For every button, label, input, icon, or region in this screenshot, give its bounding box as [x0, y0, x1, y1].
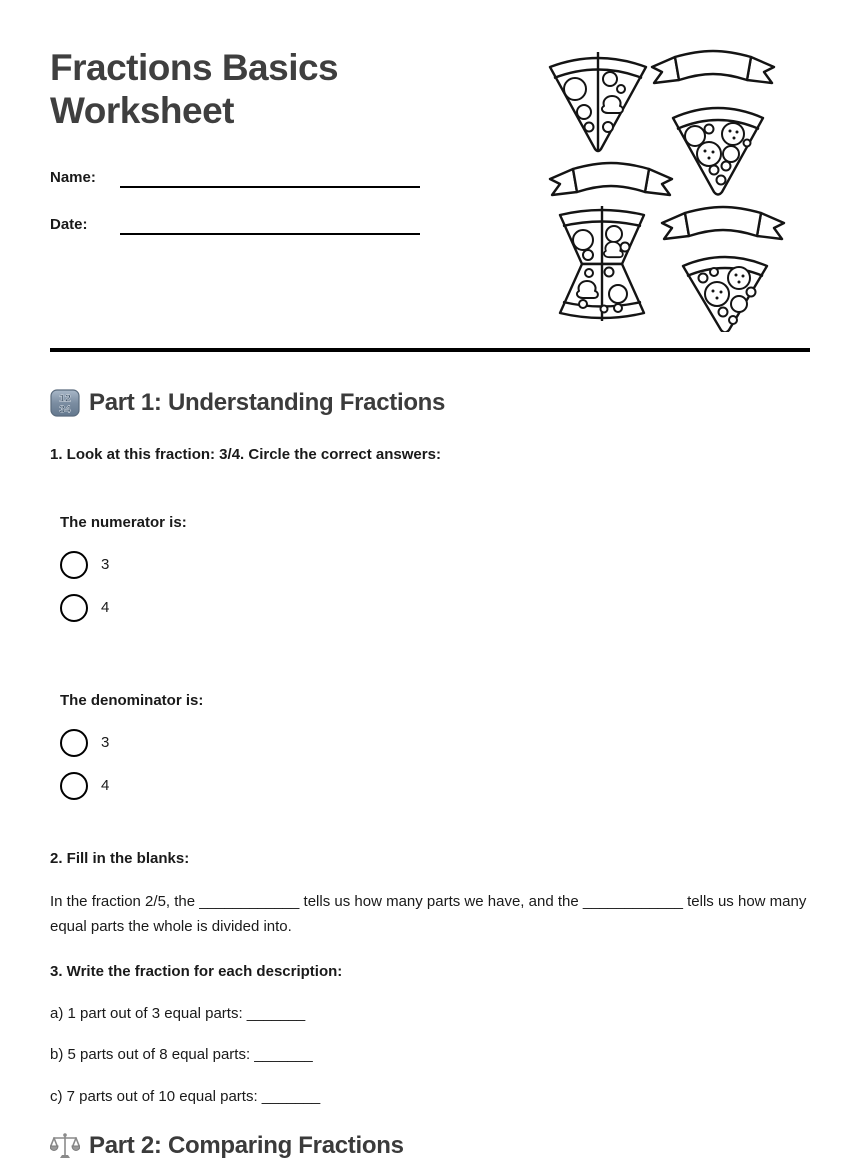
balance-scale-icon	[50, 1132, 80, 1160]
denominator-option-3-row	[60, 729, 810, 757]
svg-text:12: 12	[59, 392, 71, 405]
question1-prompt: 1. Look at this fraction: 3/4. Circle the correct answers:	[50, 446, 441, 463]
numerator-option-3-label: 3	[101, 556, 110, 573]
name-label: Name:	[50, 169, 96, 186]
page-title: Fractions Basics Worksheet	[50, 47, 339, 131]
part2-heading-text: Part 2: Comparing Fractions	[89, 1132, 404, 1159]
svg-text:34: 34	[59, 403, 71, 416]
date-field-row	[50, 211, 420, 235]
input-numbers-icon	[50, 389, 80, 417]
pizza-slices-hourglass	[560, 206, 644, 321]
pizza-illustration	[543, 44, 813, 332]
banner-bottom-right	[662, 207, 784, 239]
banner-middle-left	[550, 163, 672, 195]
numerator-option-3-radio[interactable]	[60, 551, 88, 579]
denominator-option-4-row	[60, 772, 810, 800]
numerator-option-4-row	[60, 594, 810, 622]
question3-item-c: c) 7 parts out of 10 equal parts: _______	[50, 1088, 321, 1105]
numerator-group-label: The numerator is:	[60, 514, 187, 531]
numerator-option-4-label: 4	[101, 599, 110, 616]
denominator-option-4-label: 4	[101, 777, 110, 794]
name-write-line[interactable]	[120, 166, 420, 188]
numerator-option-3-row	[60, 551, 810, 579]
question2-body: In the fraction 2/5, the ____________ tells us how many parts we have, and the ____________ tells us how many equal parts the whole is divided into.	[50, 893, 807, 935]
denominator-option-3-label: 3	[101, 734, 110, 751]
part2-heading	[50, 1131, 810, 1161]
part1-heading-text: Part 1: Understanding Fractions	[89, 389, 446, 416]
question2-prompt: 2. Fill in the blanks:	[50, 850, 190, 867]
question3-prompt: 3. Write the fraction for each description:	[50, 963, 343, 980]
denominator-option-4-radio[interactable]	[60, 772, 88, 800]
question3-item-a: a) 1 part out of 3 equal parts: _______	[50, 1005, 306, 1022]
pizza-slice-top-right	[673, 108, 763, 195]
banner-top-right	[652, 51, 774, 83]
question3-item-b: b) 5 parts out of 8 equal parts: _______	[50, 1046, 313, 1063]
date-write-line[interactable]	[120, 213, 420, 235]
date-label: Date:	[50, 216, 88, 233]
numerator-option-group	[60, 513, 810, 622]
pizza-slice-top-left	[550, 52, 646, 151]
denominator-option-group	[60, 691, 810, 800]
pizza-slice-bottom-right	[683, 257, 767, 332]
denominator-option-3-radio[interactable]	[60, 729, 88, 757]
denominator-group-label: The denominator is:	[60, 692, 204, 709]
numerator-option-4-radio[interactable]	[60, 594, 88, 622]
section-divider	[50, 348, 810, 352]
name-field-row	[50, 164, 420, 188]
part1-heading	[50, 388, 810, 418]
